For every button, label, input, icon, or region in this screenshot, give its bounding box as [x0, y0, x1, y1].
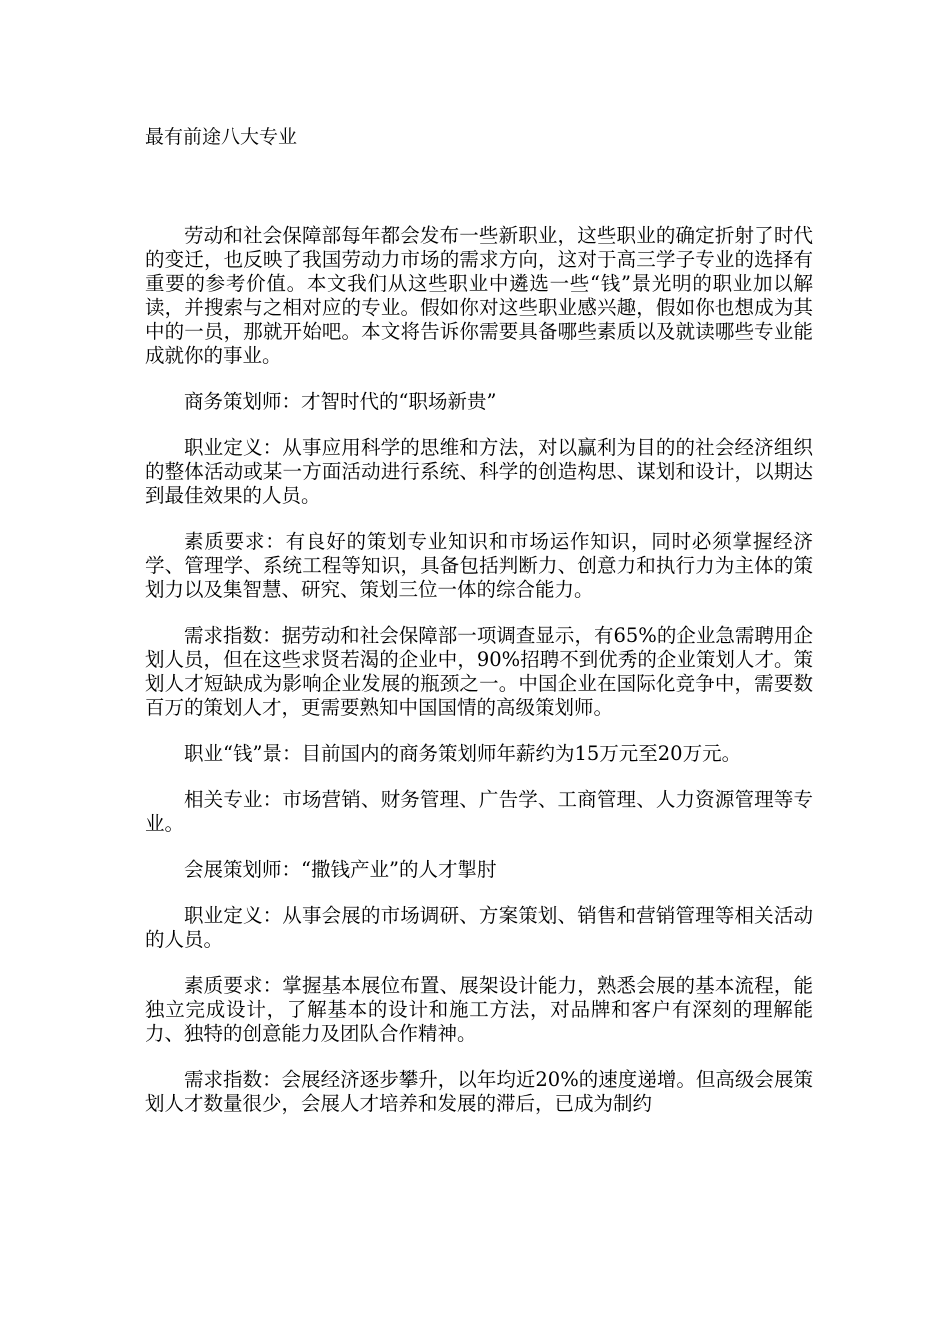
paragraph-salary-prospect: 职业“钱”景：目前国内的商务策划师年薪约为15万元至20万元。: [184, 742, 742, 765]
section-heading-business-planner: 商务策划师：才智时代的“职场新贵”: [184, 390, 497, 413]
intro-paragraph: 劳动和社会保障部每年都会发布一些新职业，这些职业的确定折射了时代的变迁，也反映了我国劳动力市场的需求方向，这对于高三学子专业的选择有重要的参考价值。本文我们从这些职业中遴选一些“钱”景光明的职业加以解读，并搜索与之相对应的专业。假如你对这些职业感兴趣，假如你也想成为其中的一员，那就开始吧。本文将告诉你需要具备哪些素质以及就读哪些专业能成就你的事业。: [145, 224, 813, 367]
document-title: 最有前途八大专业: [145, 126, 298, 148]
paragraph-demand-index: 需求指数：会展经济逐步攀升，以年均近20%的速度递增。但高级会展策划人才数量很少，会展人才培养和发展的滞后，已成为制约: [145, 1068, 813, 1115]
section-heading-exhibition-planner: 会展策划师：“撒钱产业”的人才掣肘: [184, 858, 497, 881]
document-body: [145, 224, 813, 1138]
paragraph-related-majors: 相关专业：市场营销、财务管理、广告学、工商管理、人力资源管理等专业。: [145, 788, 813, 835]
paragraph-demand-index: 需求指数：据劳动和社会保障部一项调查显示，有65%的企业急需聘用企划人员，但在这些求贤若渴的企业中，90%招聘不到优秀的企业策划人才。策划人才短缺成为影响企业发展的瓶颈之一。中国企业在国际化竞争中，需要数百万的策划人才，更需要熟知中国国情的高级策划师。: [145, 624, 813, 719]
paragraph-job-definition: 职业定义：从事会展的市场调研、方案策划、销售和营销管理等相关活动的人员。: [145, 904, 813, 951]
paragraph-quality-requirements: 素质要求：有良好的策划专业知识和市场运作知识，同时必须掌握经济学、管理学、系统工程等知识，具备包括判断力、创意力和执行力为主体的策划力以及集智慧、研究、策划三位一体的综合能力。: [145, 530, 813, 601]
paragraph-job-definition: 职业定义：从事应用科学的思维和方法，对以赢利为目的的社会经济组织的整体活动或某一方面活动进行系统、科学的创造构思、谋划和设计，以期达到最佳效果的人员。: [145, 436, 813, 507]
paragraph-quality-requirements: 素质要求：掌握基本展位布置、展架设计能力，熟悉会展的基本流程，能独立完成设计，了解基本的设计和施工方法，对品牌和客户有深刻的理解能力、独特的创意能力及团队合作精神。: [145, 974, 813, 1045]
